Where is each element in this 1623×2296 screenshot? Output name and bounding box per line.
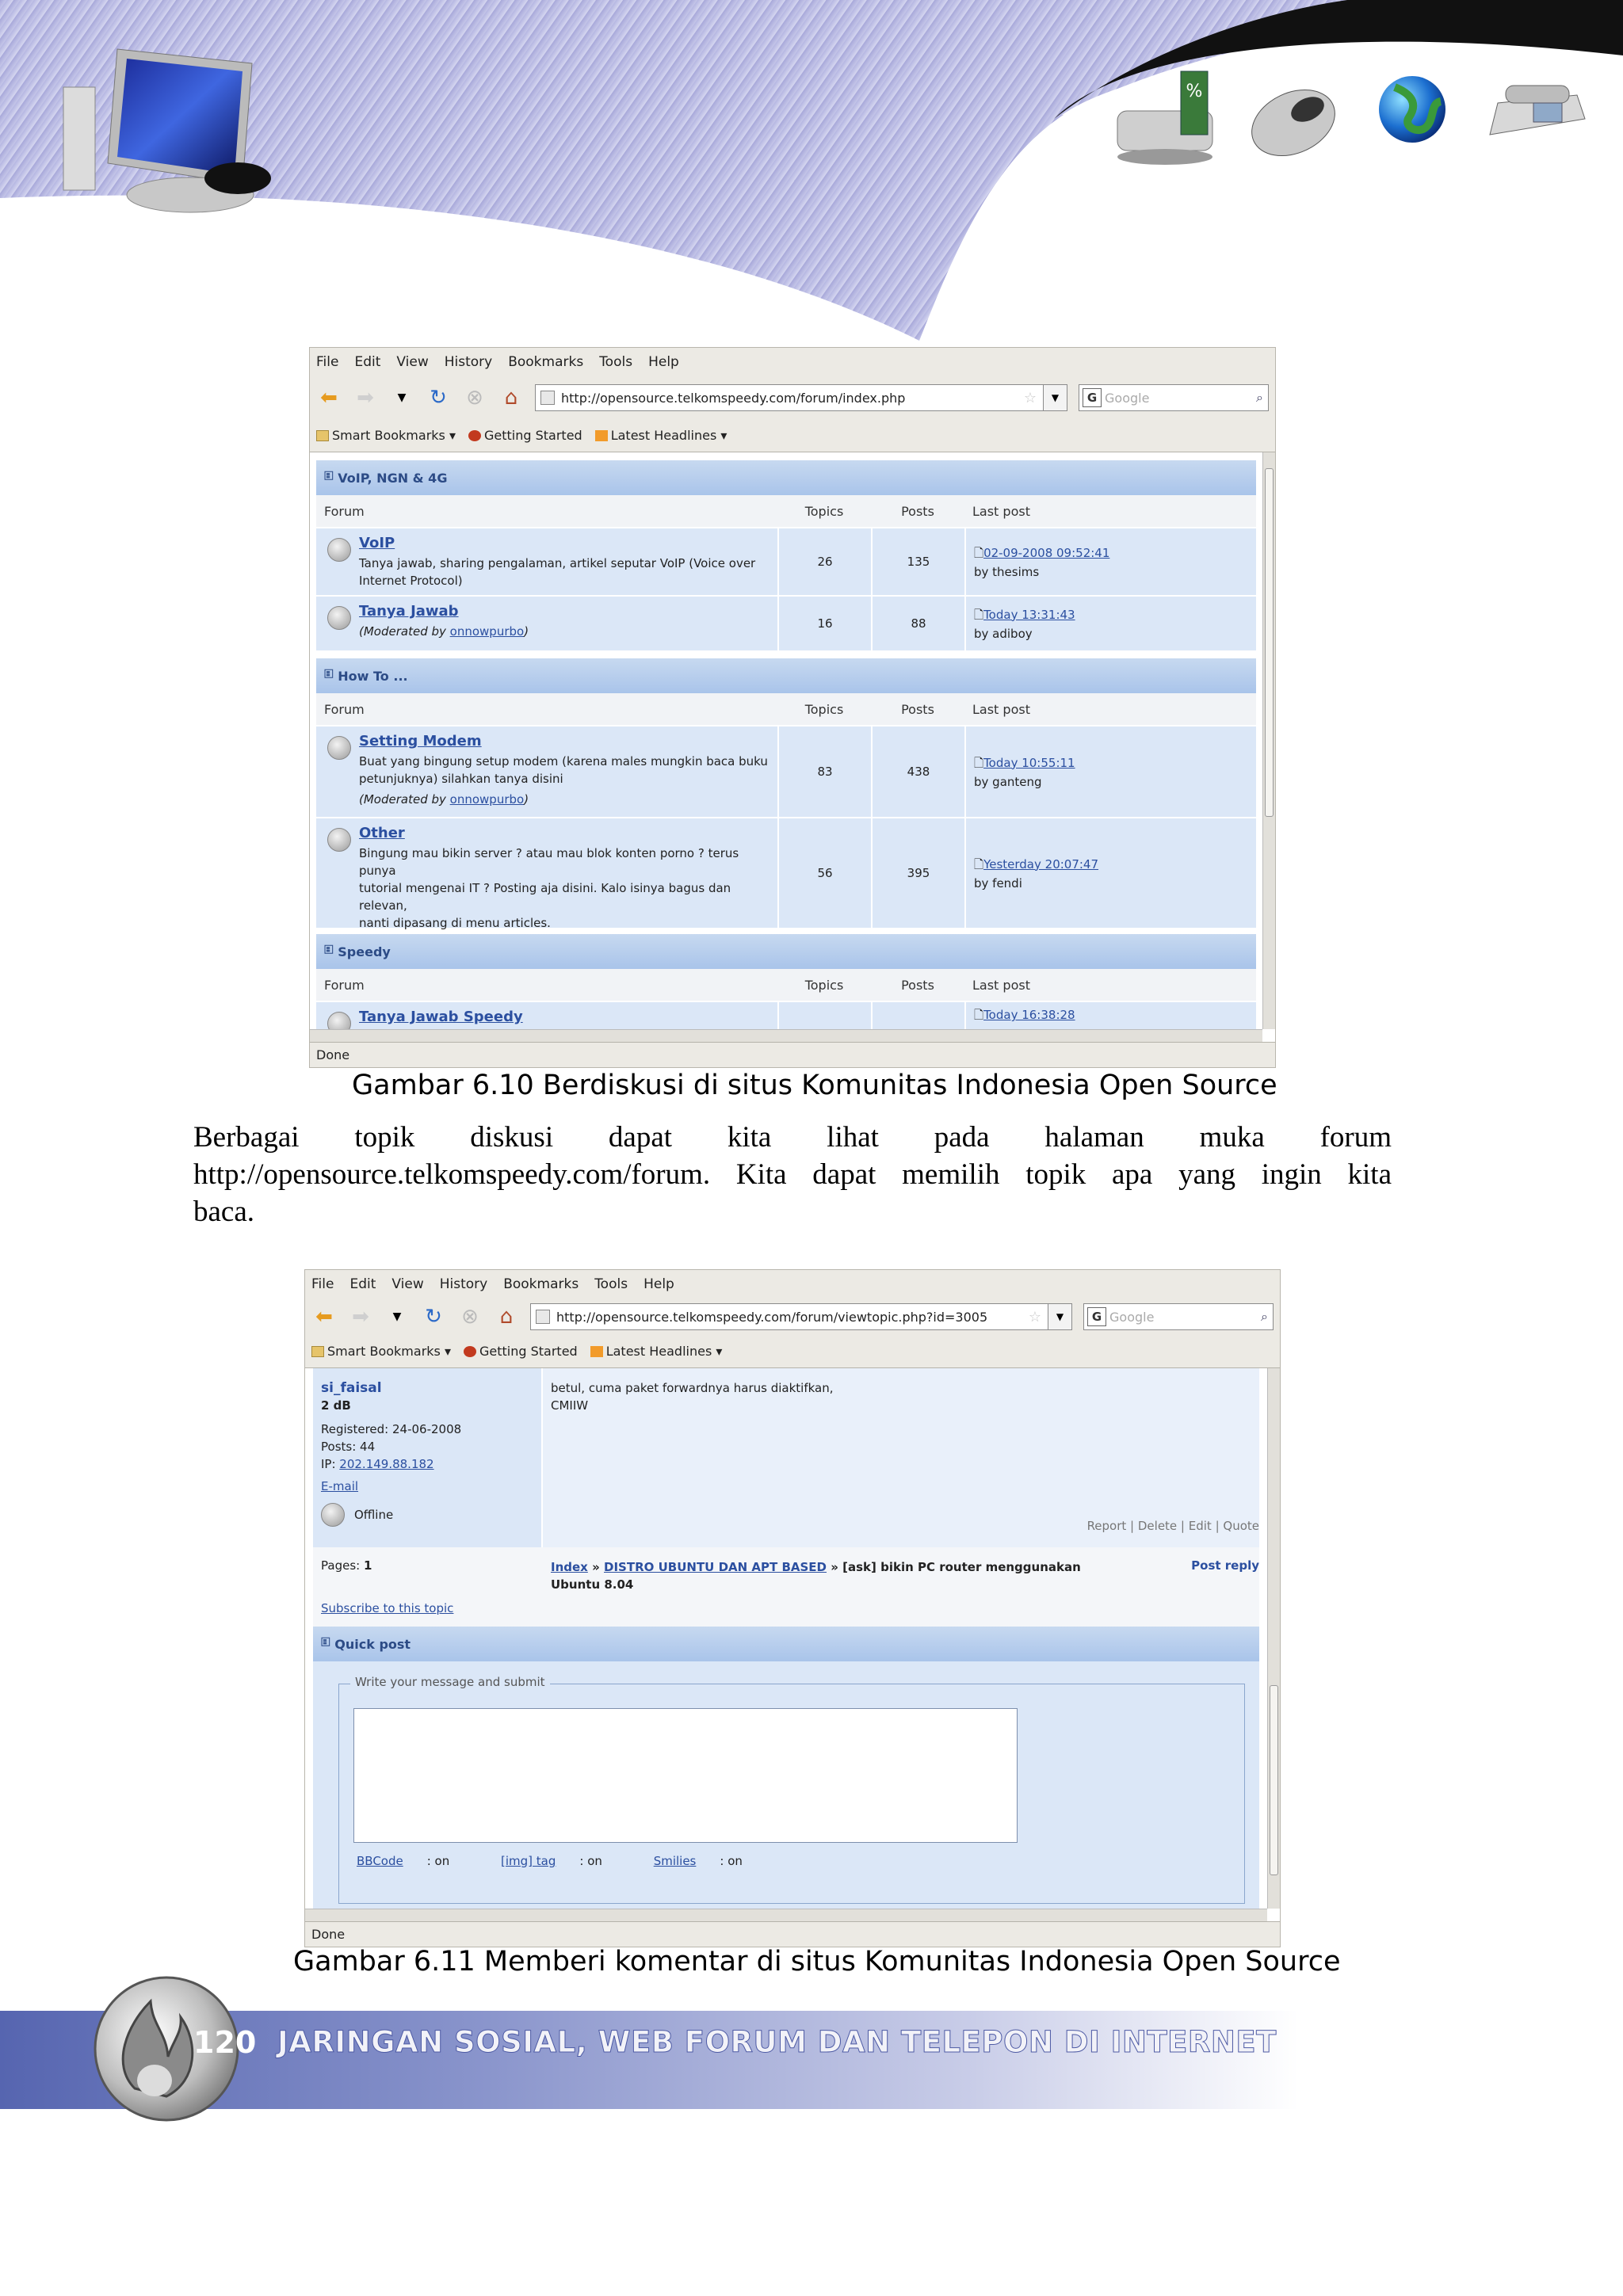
post-action-links[interactable]: Report | Delete | Edit | Quote xyxy=(1086,1519,1259,1533)
bookmark-smart-bookmarks[interactable]: Smart Bookmarks ▾ xyxy=(311,1344,451,1359)
message-line: CMIIW xyxy=(551,1398,589,1413)
category-header: 🗉 How To ... xyxy=(316,658,1256,693)
smilies-link[interactable]: Smilies xyxy=(653,1854,697,1868)
vertical-scrollbar[interactable] xyxy=(1262,452,1275,1029)
menu-edit[interactable]: Edit xyxy=(354,354,381,370)
page-icon: 🗋 xyxy=(974,1008,984,1022)
forward-arrow-icon[interactable]: ➡ xyxy=(352,1305,369,1329)
body-paragraph xyxy=(193,1119,1392,1230)
moderator-link[interactable]: onnowpurbo xyxy=(449,624,525,639)
chapter-title: JARINGAN SOSIAL, WEB FORUM DAN TELEPON DI INTERNET xyxy=(277,2025,1277,2059)
last-post-link[interactable]: 02-09-2008 09:52:41 xyxy=(983,545,1110,560)
fieldset-legend: Write your message and submit xyxy=(350,1675,550,1689)
forward-arrow-icon[interactable]: ➡ xyxy=(357,386,374,410)
last-post-author: by thesims xyxy=(974,564,1040,579)
navigation-toolbar xyxy=(305,1299,1280,1335)
topics-count: 83 xyxy=(777,727,871,817)
page-content xyxy=(310,452,1275,1042)
column-headers xyxy=(316,495,1256,527)
search-placeholder: Google xyxy=(1105,390,1150,406)
last-post-link[interactable]: Yesterday 20:07:47 xyxy=(983,856,1099,871)
url-bar[interactable] xyxy=(535,384,1044,411)
forum-description: Buat yang bingung setup modem (karena males mungkin baca buku petunjuknya) silahkan tanya disini xyxy=(359,754,768,786)
subscribe-link[interactable]: Subscribe to this topic xyxy=(321,1601,454,1615)
body-line: baca. xyxy=(193,1196,255,1228)
bookmark-smart-bookmarks[interactable]: Smart Bookmarks ▾ xyxy=(316,428,456,443)
page-icon: 🗋 xyxy=(974,607,984,622)
page-content xyxy=(305,1368,1280,1921)
last-post-author: by adiboy xyxy=(974,626,1033,641)
firefox-icon xyxy=(468,430,481,441)
forum-row xyxy=(316,817,1256,928)
bookmark-label: Smart Bookmarks xyxy=(332,428,445,443)
last-post-author: by ganteng xyxy=(974,774,1042,789)
offline-status-icon xyxy=(321,1503,345,1527)
status-text: Done xyxy=(316,1047,350,1062)
menu-tools[interactable]: Tools xyxy=(594,1276,628,1292)
topics-count: 16 xyxy=(777,597,871,650)
last-post-link[interactable]: Today 10:55:11 xyxy=(983,755,1075,770)
img-tag-link[interactable]: [img] tag xyxy=(501,1854,556,1868)
favicon-icon xyxy=(540,391,555,405)
ip-link[interactable]: 202.149.88.182 xyxy=(339,1457,434,1471)
forum-description: Bingung mau bikin server ? atau mau blok konten porno ? terus punya tutorial mengenai IT ? Posting aja disini. Kalo isinya bagus dan relevan, nanti dipasang di menu articles. xyxy=(359,846,739,930)
back-arrow-icon[interactable]: ⬅ xyxy=(320,386,338,410)
stop-icon[interactable]: ⊗ xyxy=(466,386,483,410)
col-forum: Forum xyxy=(324,701,365,717)
forum-description: Tanya jawab, sharing pengalaman, artikel seputar VoIP (Voice over Internet Protocol) xyxy=(359,556,756,588)
bookmark-label: Getting Started xyxy=(479,1344,578,1359)
message-textarea[interactable] xyxy=(353,1708,1018,1843)
quick-post-form xyxy=(313,1661,1259,1920)
bookmark-star-icon[interactable]: ☆ xyxy=(1023,389,1037,406)
forum-row xyxy=(316,527,1256,595)
bbcode-link[interactable]: BBCode xyxy=(357,1854,403,1868)
url-bar[interactable] xyxy=(530,1303,1048,1330)
posts-count: 88 xyxy=(871,597,964,650)
home-icon[interactable]: ⌂ xyxy=(499,1305,514,1329)
stop-icon[interactable]: ⊗ xyxy=(461,1305,479,1329)
bookmarks-toolbar xyxy=(305,1335,1280,1368)
bookmark-getting-started[interactable] xyxy=(468,428,582,443)
scrollbar-thumb[interactable] xyxy=(1270,1685,1278,1875)
search-placeholder: Google xyxy=(1109,1309,1155,1325)
forum-status-icon xyxy=(327,828,351,852)
message-line: betul, cuma paket forwardnya harus diaktifkan, xyxy=(551,1381,834,1395)
status-text: Done xyxy=(311,1927,346,1942)
breadcrumb-topic: » [ask] bikin PC router menggunakan xyxy=(827,1560,1081,1574)
current-page[interactable]: 1 xyxy=(363,1558,372,1573)
history-dropdown-icon[interactable]: ▼ xyxy=(392,1310,402,1323)
google-engine-icon[interactable]: G xyxy=(1083,388,1102,407)
figure-caption-2: Gambar 6.11 Memberi komentar di situs Komunitas Indonesia Open Source xyxy=(293,1946,1341,1978)
col-last-post: Last post xyxy=(972,503,1030,519)
message-fieldset xyxy=(338,1675,1245,1904)
menu-view[interactable]: View xyxy=(391,1276,424,1292)
folder-icon xyxy=(316,430,329,441)
url-text: http://opensource.telkomspeedy.com/forum/viewtopic.php?id=3005 xyxy=(556,1309,988,1325)
forum-moderator: (Moderated by onnowpurbo) xyxy=(359,792,529,807)
page-number: 120 xyxy=(193,2025,257,2060)
menu-tools[interactable]: Tools xyxy=(599,354,633,370)
menu-help[interactable]: Help xyxy=(643,1276,674,1292)
menu-history[interactable]: History xyxy=(444,354,493,370)
topics-count: 26 xyxy=(777,528,871,595)
search-input[interactable] xyxy=(1083,1303,1274,1330)
navigation-toolbar xyxy=(310,376,1275,419)
reload-icon[interactable]: ↻ xyxy=(425,1305,442,1329)
forum-row xyxy=(316,725,1256,817)
body-line: http://opensource.telkomspeedy.com/forum. Kita dapat memilih topik apa yang ingin kita xyxy=(193,1158,1392,1191)
category-header: 🗉 Speedy xyxy=(316,934,1256,969)
last-post-author: by fendi xyxy=(974,875,1022,891)
category-title: Speedy xyxy=(338,944,391,959)
menu-bookmarks[interactable]: Bookmarks xyxy=(503,1276,579,1292)
search-input[interactable] xyxy=(1079,384,1269,411)
horizontal-scrollbar[interactable] xyxy=(310,1029,1262,1042)
quick-post-title: Quick post xyxy=(334,1636,411,1652)
col-forum: Forum xyxy=(324,503,365,519)
bookmark-getting-started[interactable] xyxy=(464,1344,578,1359)
post-username[interactable]: si_faisal xyxy=(321,1380,382,1396)
bookmark-label: Smart Bookmarks xyxy=(327,1344,441,1359)
category-title: VoIP, NGN & 4G xyxy=(338,470,448,486)
home-icon[interactable]: ⌂ xyxy=(504,386,518,410)
horizontal-scrollbar[interactable] xyxy=(305,1909,1267,1921)
posts-count: 438 xyxy=(871,727,964,817)
col-posts: Posts xyxy=(901,977,934,993)
page-icon: 🗋 xyxy=(974,755,984,770)
folder-icon xyxy=(311,1346,324,1357)
last-post-link[interactable]: Today 13:31:43 xyxy=(983,607,1075,622)
bookmark-label: Latest Headlines xyxy=(605,1344,712,1359)
search-icon[interactable]: ⌕ xyxy=(1256,390,1263,405)
post-reply-link[interactable]: Post reply xyxy=(1191,1558,1259,1573)
forum-status-icon xyxy=(327,606,351,630)
scrollbar-thumb[interactable] xyxy=(1265,468,1274,817)
forum-row xyxy=(316,595,1256,650)
user-post-count: Posts: 44 xyxy=(321,1440,376,1454)
bookmark-latest-headlines[interactable]: Latest Headlines ▾ xyxy=(595,428,727,443)
user-registered: Registered: 24-06-2008 xyxy=(321,1422,462,1436)
forum-status-icon xyxy=(327,736,351,760)
last-post-link[interactable]: Today 16:38:28 xyxy=(983,1008,1075,1022)
reload-icon[interactable]: ↻ xyxy=(430,386,447,410)
col-last-post: Last post xyxy=(972,977,1030,993)
col-topics: Topics xyxy=(804,701,844,717)
forum-link[interactable]: VoIP xyxy=(359,535,395,551)
url-dropdown-icon[interactable]: ▼ xyxy=(1044,384,1067,411)
column-headers xyxy=(316,969,1256,1001)
globe-icon xyxy=(1379,76,1445,143)
forum-link[interactable]: Tanya Jawab Speedy xyxy=(359,1009,523,1025)
user-ip: IP: 202.149.88.182 xyxy=(321,1457,434,1471)
bookmark-latest-headlines[interactable]: Latest Headlines ▾ xyxy=(590,1344,723,1359)
breadcrumb-topic-cont: Ubuntu 8.04 xyxy=(551,1577,634,1592)
favicon-icon xyxy=(536,1310,550,1324)
bookmark-star-icon[interactable]: ☆ xyxy=(1028,1308,1041,1325)
post-message xyxy=(543,1368,1259,1547)
forum-category-voip xyxy=(316,460,1256,650)
rss-icon xyxy=(595,430,608,441)
screenshot-viewtopic xyxy=(304,1269,1281,1947)
breadcrumb-index[interactable]: Index xyxy=(551,1560,588,1574)
menu-bookmarks[interactable]: Bookmarks xyxy=(508,354,584,370)
status-bar xyxy=(305,1921,1280,1947)
header-decoration xyxy=(0,0,1623,349)
breadcrumb-forum[interactable]: DISTRO UBUNTU DAN APT BASED xyxy=(604,1560,827,1574)
menu-file[interactable]: File xyxy=(316,354,339,370)
menu-view[interactable]: View xyxy=(396,354,429,370)
forum-category-speedy xyxy=(316,934,1256,1042)
bbcode-info: BBCode : on [img] tag : on Smilies : on xyxy=(357,1854,743,1868)
bookmark-label: Getting Started xyxy=(484,428,582,443)
forum-post xyxy=(313,1368,1259,1547)
post-area xyxy=(313,1368,1259,1920)
bookmarks-toolbar xyxy=(310,419,1275,452)
column-headers xyxy=(316,693,1256,725)
col-posts: Posts xyxy=(901,503,934,519)
svg-text:%: % xyxy=(1186,82,1203,101)
menu-file[interactable]: File xyxy=(311,1276,334,1292)
col-forum: Forum xyxy=(324,977,365,993)
back-arrow-icon[interactable]: ⬅ xyxy=(315,1305,333,1329)
menu-edit[interactable]: Edit xyxy=(349,1276,376,1292)
topics-count: 56 xyxy=(777,818,871,928)
category-header: 🗉 VoIP, NGN & 4G xyxy=(316,460,1256,495)
search-icon[interactable]: ⌕ xyxy=(1261,1309,1268,1324)
col-posts: Posts xyxy=(901,701,934,717)
col-topics: Topics xyxy=(804,503,844,519)
body-line: Berbagai topik diskusi dapat kita lihat pada halaman muka forum xyxy=(193,1121,1392,1154)
google-engine-icon[interactable]: G xyxy=(1087,1307,1106,1326)
online-status: Offline xyxy=(354,1508,394,1522)
posts-count: 395 xyxy=(871,818,964,928)
moderator-link[interactable]: onnowpurbo xyxy=(449,792,525,807)
page-icon: 🗋 xyxy=(974,856,984,871)
url-text: http://opensource.telkomspeedy.com/forum/index.php xyxy=(561,390,906,406)
forum-status-icon xyxy=(327,538,351,562)
firefox-icon xyxy=(464,1346,476,1357)
category-title: How To ... xyxy=(338,668,408,684)
user-rank: 2 dB xyxy=(321,1398,351,1413)
quick-post-header: 🗉 Quick post xyxy=(313,1627,1259,1661)
url-dropdown-icon[interactable]: ▼ xyxy=(1048,1303,1072,1330)
menu-help[interactable]: Help xyxy=(648,354,679,370)
forum-link[interactable]: Other xyxy=(359,825,405,841)
email-link[interactable]: E-mail xyxy=(321,1479,359,1493)
col-last-post: Last post xyxy=(972,701,1030,717)
rss-icon xyxy=(590,1346,603,1357)
bookmark-label: Latest Headlines xyxy=(610,428,717,443)
posts-count: 135 xyxy=(871,528,964,595)
col-topics: Topics xyxy=(804,977,844,993)
menu-bar xyxy=(310,348,1275,376)
status-bar xyxy=(310,1042,1275,1067)
forum-category-howto xyxy=(316,658,1256,928)
topic-pager xyxy=(313,1547,1259,1627)
page-icon: 🗋 xyxy=(974,545,984,560)
screenshot-forum-index xyxy=(309,347,1276,1068)
forum-moderator: (Moderated by onnowpurbo) xyxy=(359,624,529,639)
menu-history[interactable]: History xyxy=(439,1276,488,1292)
forum-link[interactable]: Tanya Jawab xyxy=(359,603,459,620)
pages-info: Pages: 1 Subscribe to this topic xyxy=(313,1547,543,1627)
menu-bar xyxy=(305,1270,1280,1299)
figure-caption-1: Gambar 6.10 Berdiskusi di situs Komunitas Indonesia Open Source xyxy=(352,1070,1277,1101)
history-dropdown-icon[interactable]: ▼ xyxy=(397,391,407,404)
breadcrumb: Index » DISTRO UBUNTU DAN APT BASED » [ask] bikin PC router menggunakan Ubuntu 8.04 xyxy=(551,1560,1081,1592)
forum-link[interactable]: Setting Modem xyxy=(359,733,482,749)
vertical-scrollbar[interactable] xyxy=(1267,1368,1280,1909)
post-author-panel xyxy=(313,1368,543,1547)
